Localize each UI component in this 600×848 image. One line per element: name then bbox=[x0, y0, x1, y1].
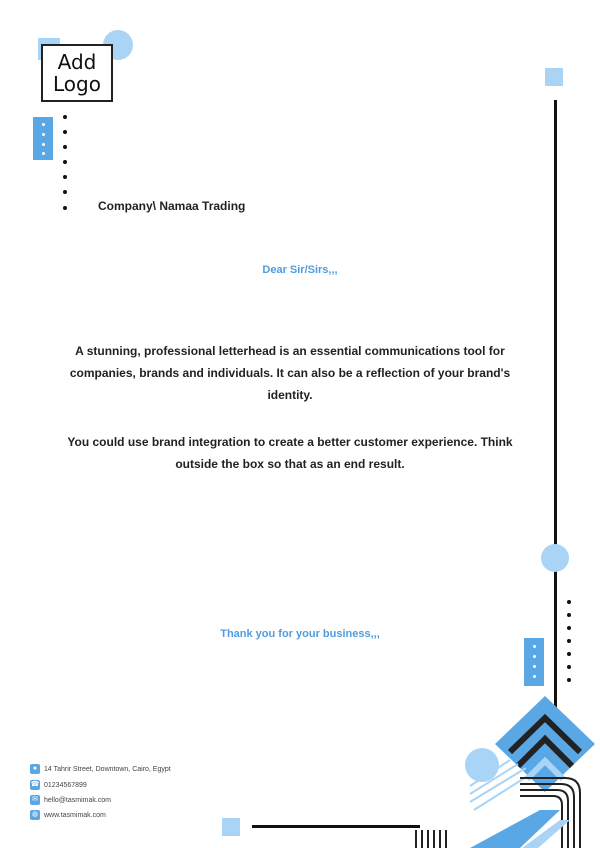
body-paragraph-2: You could use brand integration to create a better customer experience. Think outside the box so that as an end result. bbox=[67, 435, 513, 471]
closing-line: Thank you for your business,,, bbox=[220, 628, 380, 640]
contact-website[interactable]: www.tasmimak.com bbox=[44, 811, 106, 819]
logo-placeholder[interactable] bbox=[41, 44, 113, 102]
contact-email-row[interactable] bbox=[30, 795, 111, 805]
deco-circle-right bbox=[541, 544, 569, 572]
deco-bottom-line bbox=[252, 825, 420, 828]
envelope-icon: ✉ bbox=[30, 795, 40, 805]
deco-blue-bar-left bbox=[33, 117, 53, 160]
deco-square-top-right bbox=[545, 68, 563, 86]
contact-website-row[interactable] bbox=[30, 810, 106, 820]
contact-address: 14 Tahrir Street, Downtown, Cairo, Egypt bbox=[44, 765, 171, 773]
deco-square-bottom bbox=[222, 818, 240, 836]
contact-email[interactable]: hello@tasmimak.com bbox=[44, 796, 112, 804]
body-paragraph-1: A stunning, professional letterhead is an essential communications tool for companies, brands and individuals. It can also be a reflection of your brand's identity. bbox=[69, 344, 511, 402]
globe-icon: ◍ bbox=[31, 811, 39, 818]
deco-geometric-bottom-right bbox=[410, 690, 600, 848]
deco-vertical-line-right bbox=[554, 100, 557, 720]
location-pin-icon: ● bbox=[30, 764, 40, 774]
deco-blue-bar-right bbox=[524, 638, 544, 686]
contact-address-row bbox=[30, 764, 171, 774]
contact-phone[interactable]: 01234567899 bbox=[44, 781, 87, 789]
logo-line-1: Add bbox=[57, 50, 97, 74]
contact-phone-row[interactable] bbox=[30, 780, 87, 790]
phone-icon: ☎ bbox=[30, 781, 40, 788]
logo-line-2: Logo bbox=[53, 72, 101, 96]
company-name: Company\ Namaa Trading bbox=[98, 199, 246, 213]
greeting: Dear Sir/Sirs,,, bbox=[262, 264, 338, 276]
